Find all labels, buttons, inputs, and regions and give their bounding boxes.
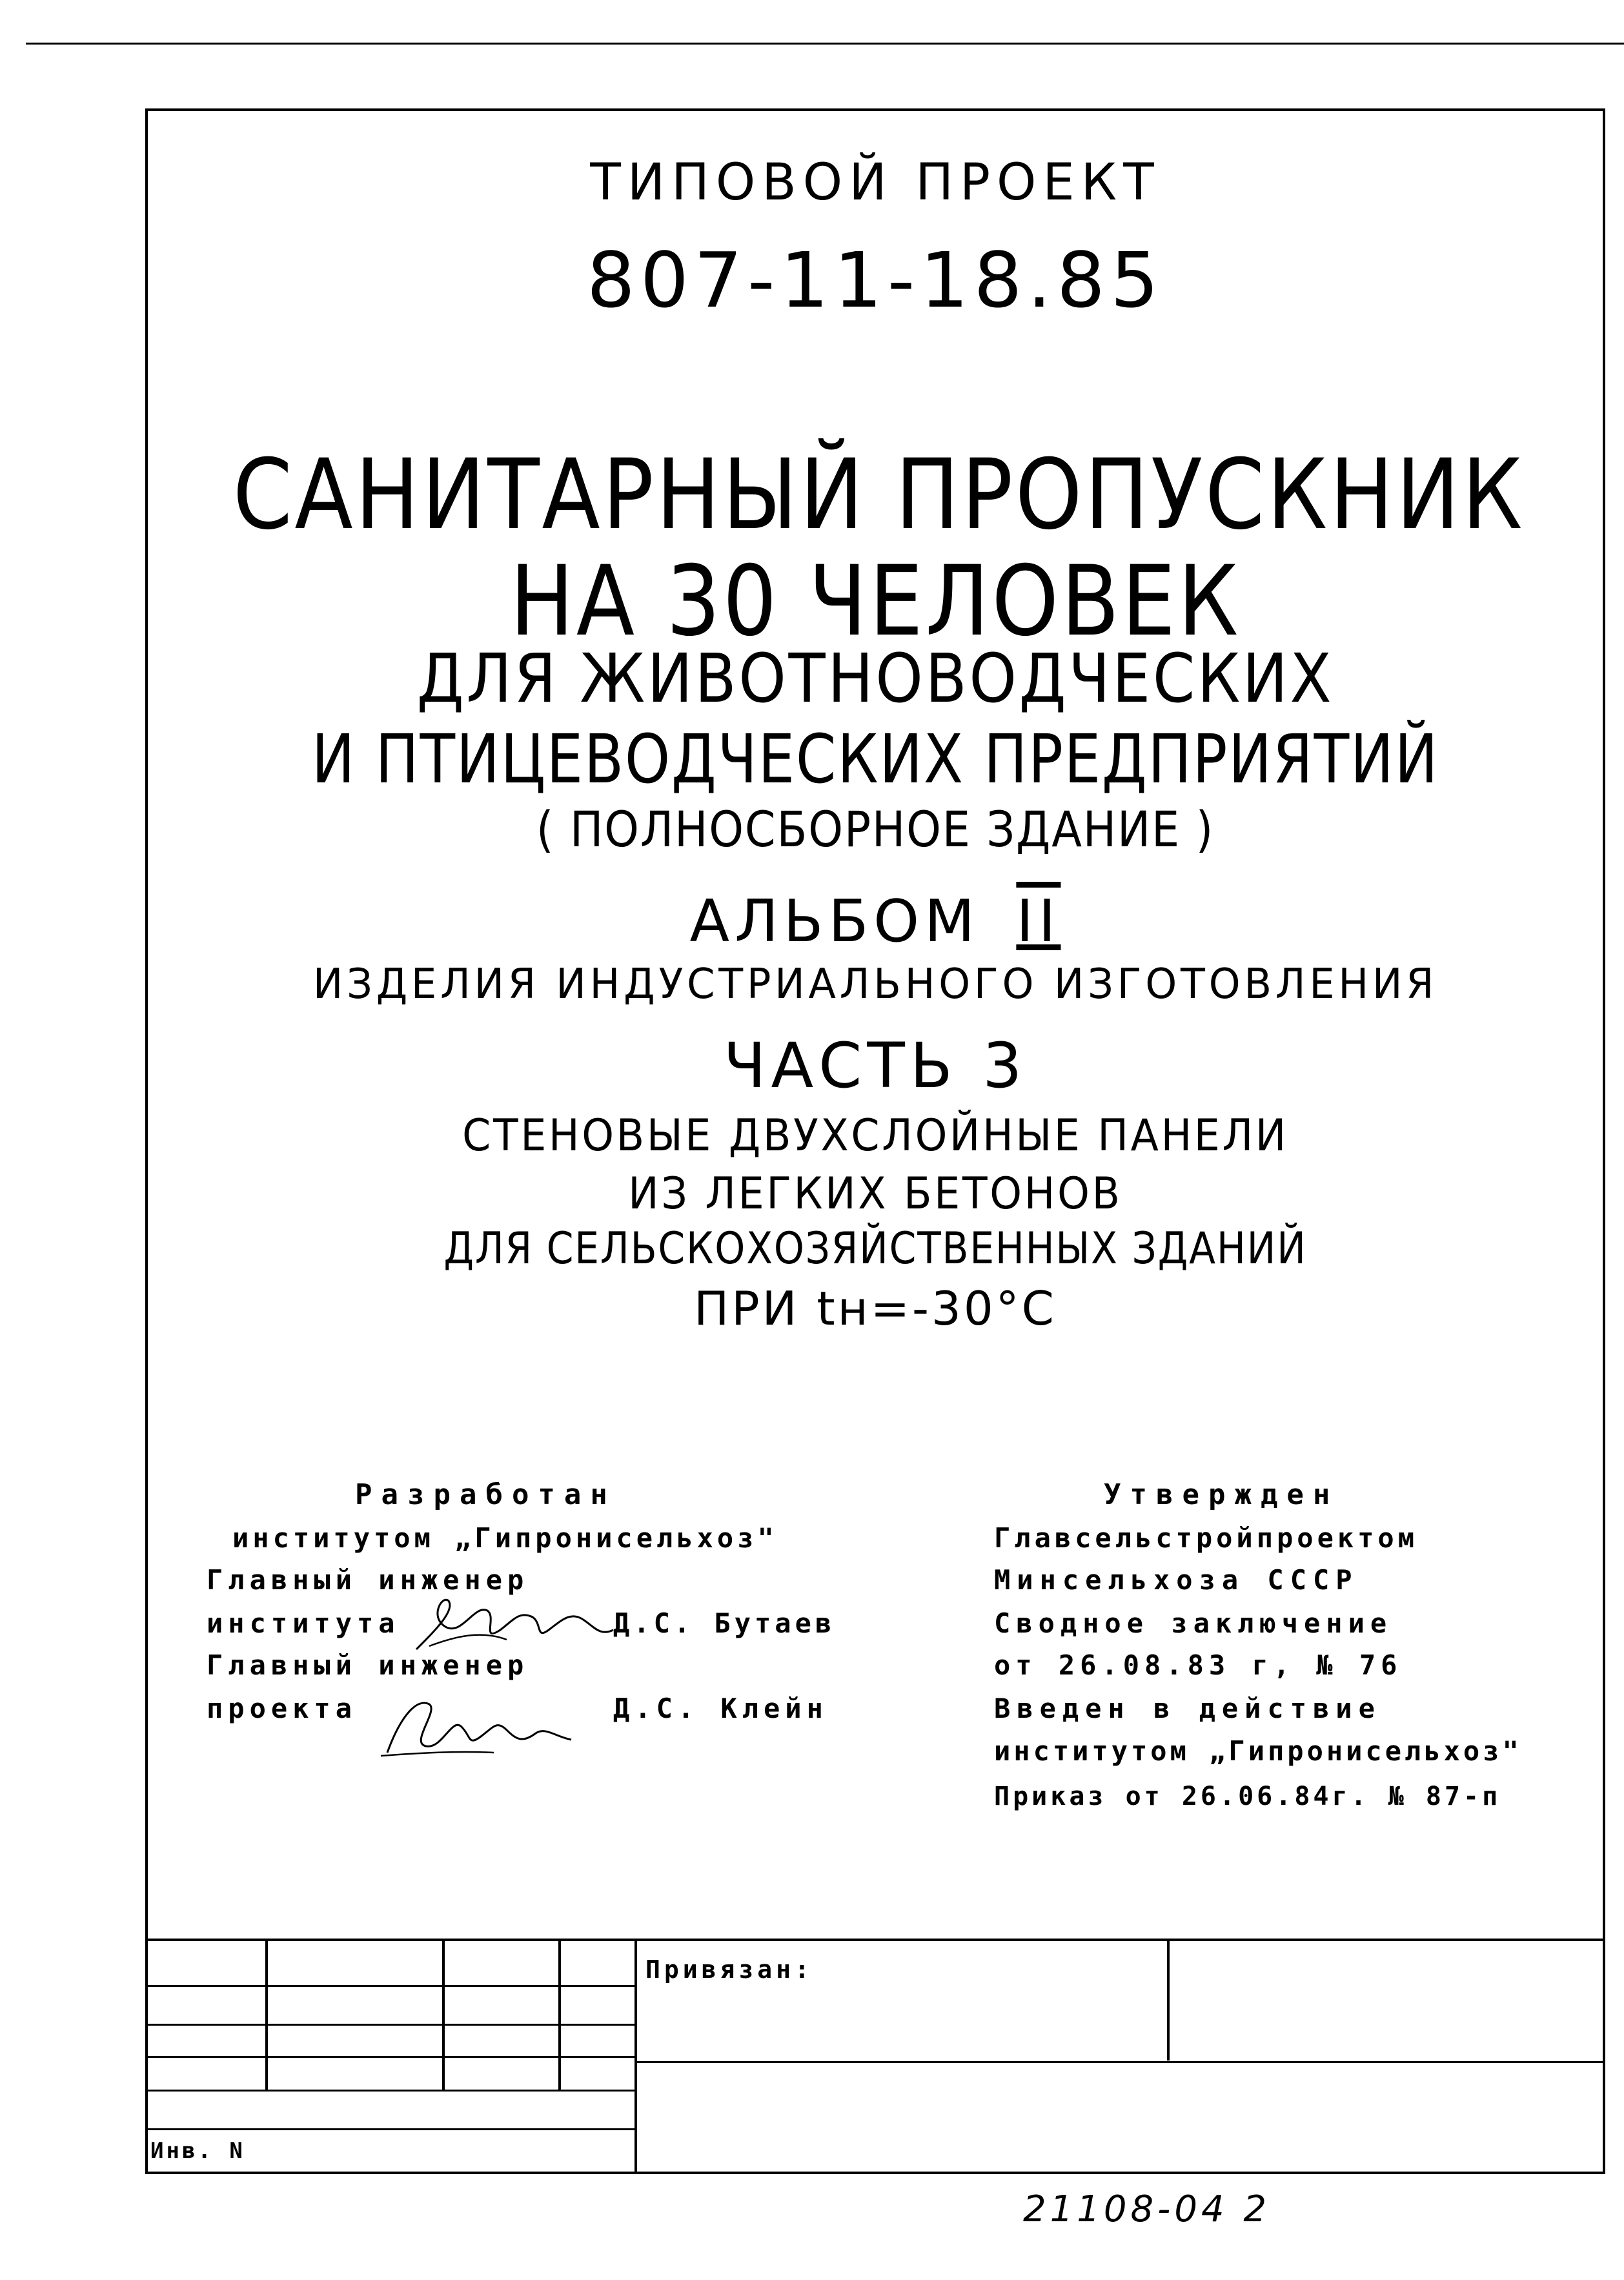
project-engineer-name: Д.С. Клейн (613, 1693, 828, 1724)
approved-line-2: Минсельхоза СССР (994, 1564, 1359, 1596)
project-engineer-label-2: проекта (207, 1693, 358, 1724)
part-line-4: ПРИ tн=-30°С (694, 1281, 1057, 1336)
approved-heading: Утвержден (1104, 1478, 1339, 1511)
approved-line-6: институтом „Гипронисельхоз" (994, 1735, 1522, 1767)
signature-project-engineer (378, 1691, 584, 1762)
approved-line-5: Введен в действие (994, 1693, 1381, 1724)
approved-line-4: от 26.08.83 г, № 76 (994, 1649, 1403, 1681)
tb-row-5 (145, 2128, 634, 2130)
part-line-2: ИЗ ЛЕГКИХ БЕТОНОВ (628, 1168, 1122, 1219)
album-label: АЛЬБОМ (689, 888, 980, 955)
tb-divider-2 (442, 1941, 445, 2090)
project-number: 807-11-18.85 (586, 236, 1164, 325)
album-heading (145, 888, 1605, 955)
tb-row-right (634, 2061, 1605, 2063)
title-block (145, 1939, 1605, 2173)
tb-row-4 (145, 2090, 634, 2092)
chief-engineer-name: Д.С. Бутаев (613, 1607, 836, 1639)
tb-row-3 (145, 2056, 634, 2058)
tb-row-2 (145, 2024, 634, 2026)
inventory-label: Инв. N (150, 2138, 245, 2164)
part-line-3: ДЛЯ СЕЛЬСКОХОЗЯЙСТВЕННЫХ ЗДАНИЙ (443, 1223, 1307, 1274)
title-line-2: НА 30 ЧЕЛОВЕК (510, 545, 1241, 658)
title-line-4: И ПТИЦЕВОДЧЕСКИХ ПРЕДПРИЯТИЙ (311, 720, 1439, 799)
title-line-3: ДЛЯ ЖИВОТНОВОДЧЕСКИХ (416, 639, 1334, 718)
series-label: ТИПОВОЙ ПРОЕКТ (590, 154, 1161, 212)
project-engineer-label-1: Главный инженер (207, 1649, 529, 1681)
approved-line-7: Приказ от 26.06.84г. № 87-п (994, 1782, 1501, 1811)
chief-engineer-label-2: института (207, 1607, 400, 1639)
part-line-1: СТЕНОВЫЕ ДВУХСЛОЙНЫЕ ПАНЕЛИ (462, 1110, 1288, 1161)
album-subtitle: ИЗДЕЛИЯ ИНДУСТРИАЛЬНОГО ИЗГОТОВЛЕНИЯ (312, 961, 1438, 1008)
tb-divider-right (1167, 1941, 1170, 2061)
bound-label: Привязан: (645, 1955, 813, 1984)
tb-row-1 (145, 1985, 634, 1987)
tb-divider-main (634, 1941, 637, 2173)
approved-block (994, 1478, 1575, 1866)
approved-line-1: Главсельстройпроектом (994, 1522, 1419, 1554)
chief-engineer-label-1: Главный инженер (207, 1564, 529, 1596)
signature-chief-engineer (410, 1591, 616, 1662)
developed-org: институтом „Гипронисельхоз" (232, 1522, 778, 1554)
developed-heading: Разработан (355, 1478, 616, 1511)
top-rule (26, 43, 1624, 45)
part-label: ЧАСТЬ 3 (723, 1030, 1028, 1102)
tb-divider-3 (558, 1941, 561, 2090)
title-line-1: САНИТАРНЫЙ ПРОПУСКНИК (232, 439, 1525, 551)
document-number: 21108-04 2 (1023, 2188, 1271, 2230)
album-number: II (1016, 888, 1061, 955)
approved-line-3: Сводное заключение (994, 1607, 1393, 1639)
title-line-5: ( ПОЛНОСБОРНОЕ ЗДАНИЕ ) (536, 800, 1215, 858)
tb-divider-1 (265, 1941, 268, 2090)
